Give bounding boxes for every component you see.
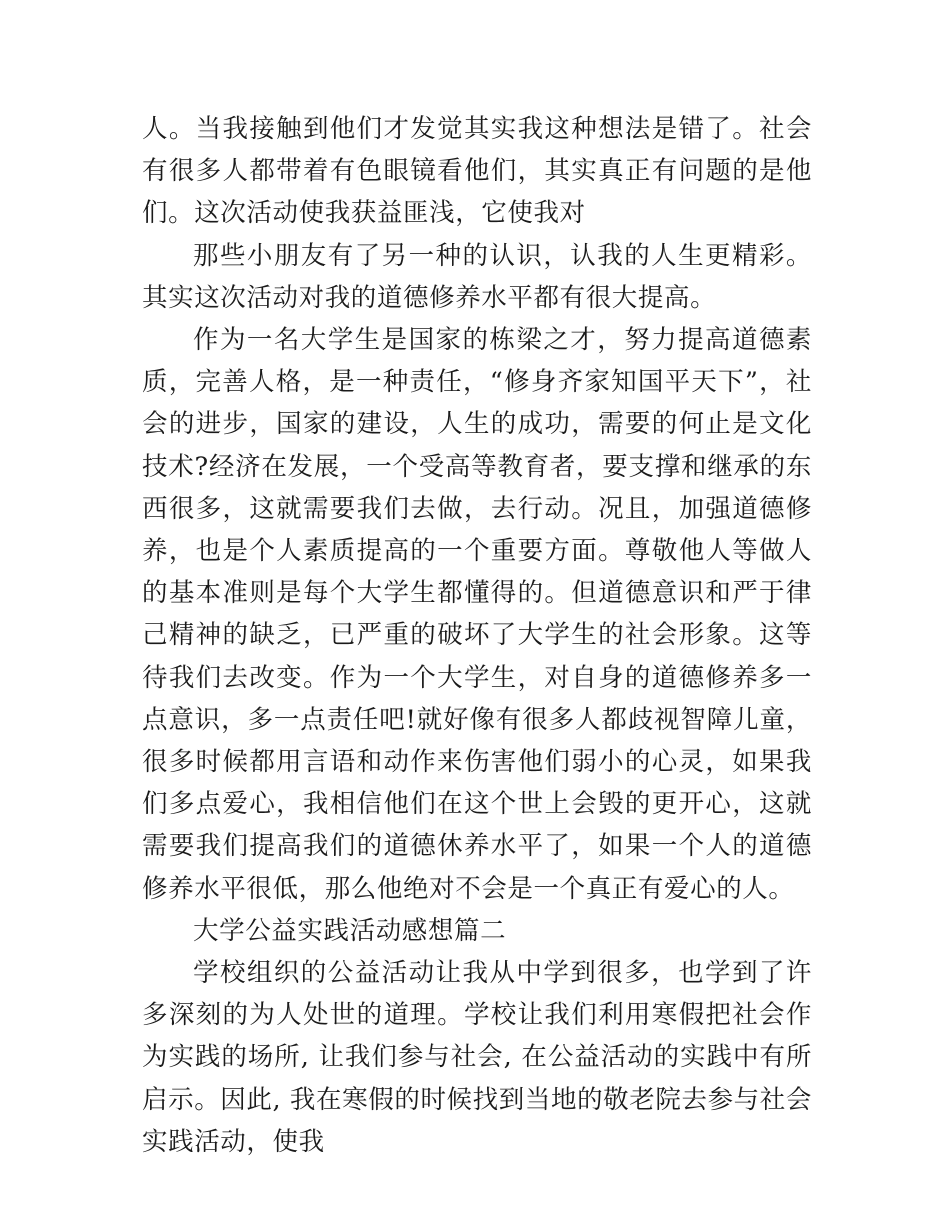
paragraph-1: 人。当我接触到他们才发觉其实我这种想法是错了。社会有很多人都带着有色眼镜看他们，其实真正有问题的是他们。这次活动使我获益匪浅，它使我对: [142, 114, 812, 229]
document-body: [142, 108, 812, 1163]
paragraph-2: 那些小朋友有了另一种的认识，认我的人生更精彩。其实这次活动对我的道德修养水平都有很大提高。: [142, 240, 812, 313]
paragraph-3: 作为一名大学生是国家的栋梁之才，努力提高道德素质，完善人格，是一种责任，“修身齐家知国平天下”，社会的进步，国家的建设，人生的成功，需要的何止是文化技术?经济在发展，一个受高等教育者，要支撑和继承的东西很多，这就需要我们去做，去行动。况且，加强道德修养，也是个人素质提高的一个重要方面。尊敬他人等做人的基本准则是每个大学生都懂得的。但道德意识和严于律己精神的缺乏，已严重的破坏了大学生的社会形象。这等待我们去改变。作为一个大学生，对自身的道德修养多一点意识，多一点责任吧!就好像有很多人都歧视智障儿童，很多时候都用言语和动作来伤害他们弱小的心灵，如果我们多点爱心，我相信他们在这个世上会毁的更开心，这就需要我们提高我们的道德休养水平了，如果一个人的道德修养水平很低，那么他绝对不会是一个真正有爱心的人。: [142, 325, 812, 904]
paragraph-4: 学校组织的公益活动让我从中学到很多，也学到了许多深刻的为人处世的道理。学校让我们利用寒假把社会作为实践的场所, 让我们参与社会, 在公益活动的实践中有所启示。因此, 我在寒假的时候找到当地的敬老院去参与社会实践活动，使我: [142, 958, 812, 1157]
section-heading: 大学公益实践活动感想篇二: [193, 915, 507, 946]
